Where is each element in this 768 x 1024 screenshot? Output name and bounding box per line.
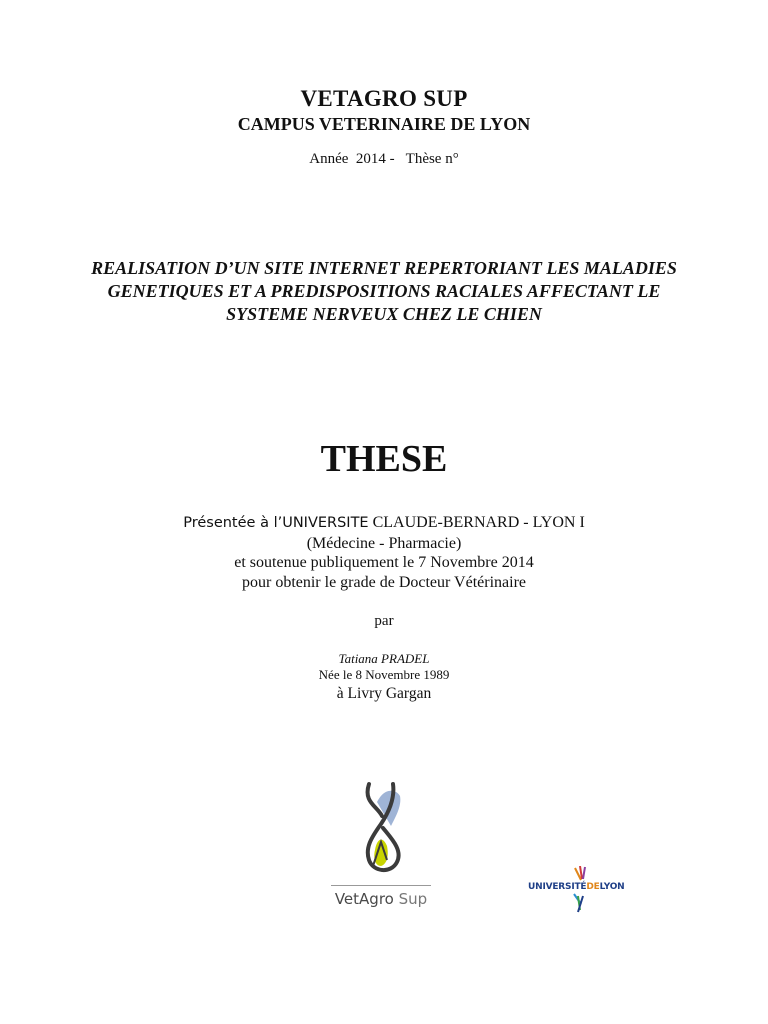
presented-suffix: CLAUDE-BERNARD - LYON I [368,514,585,531]
thesis-title: REALISATION D’UN SITE INTERNET REPERTORIANT LES MALADIES GENETIQUES ET A PREDISPOSITIONS RACIALES AFFECTANT LE SYSTEME NERVEUX CHEZ LE CHIEN [91,258,677,324]
document-type: THESE [320,438,448,480]
author-birth: Née le 8 Novembre 1989 [318,667,450,682]
year-thesis-number: Année 2014 - Thèse n° [309,151,459,167]
author-name: Tatiana PRADEL [338,651,430,666]
institution-name: VETAGRO SUP [300,86,468,111]
universite-de-lyon-text: UNIVERSITÉDELYON [528,882,625,892]
author-birthplace: à Livry Gargan [336,685,432,702]
vetagro-divider [331,885,431,886]
presented-prefix: Présentée à l’UNIVERSITE [183,515,369,531]
presented-to-line [0,513,768,534]
defense-line: et soutenue publiquement le 7 Novembre 2014 [234,554,534,571]
campus-name: CAMPUS VETERINAIRE DE LYON [237,114,531,134]
vetagro-logo-text: VetAgro Sup [334,890,428,908]
by-label: par [374,613,394,629]
presentation-block [0,513,768,592]
faculty-line: (Médecine - Pharmacie) [306,534,462,552]
purpose-line: pour obtenir le grade de Docteur Vétérinaire [241,573,527,591]
